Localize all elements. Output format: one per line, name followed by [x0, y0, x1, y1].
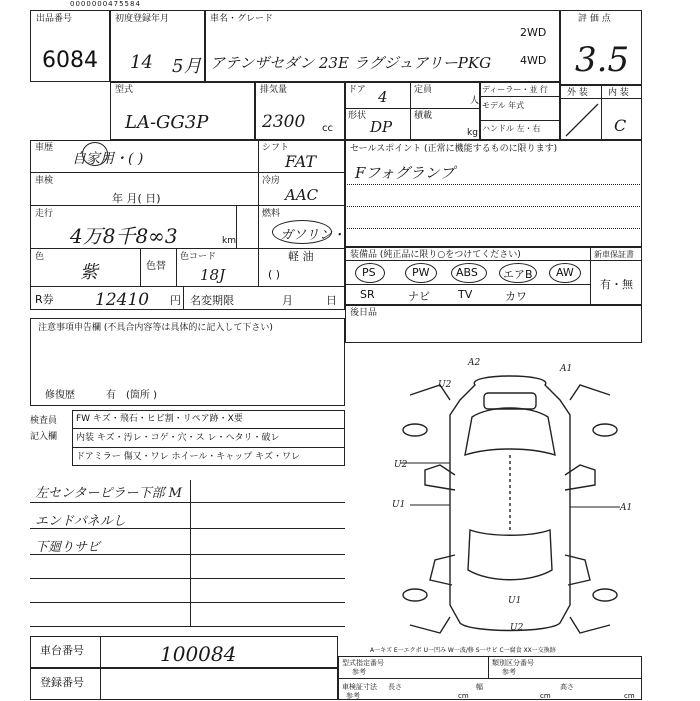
- lot-number: 6084: [42, 48, 98, 73]
- yen-unit: 円: [170, 294, 181, 307]
- month-label: 月: [282, 294, 293, 307]
- selling-points-value: Fフォグランプ: [355, 164, 455, 182]
- score-value: 3.5: [575, 40, 630, 80]
- color-code-label: 色コード: [180, 252, 217, 262]
- class-ref-sub: 参考: [502, 668, 516, 676]
- inspection-units: 年 月( 日): [112, 192, 161, 205]
- reg-label: 登録番号: [40, 676, 84, 689]
- model-ref-label: 型式指定番号: [342, 659, 384, 667]
- usage-label: 車歴: [35, 143, 54, 153]
- mark-u1-bottom: U1: [508, 596, 522, 606]
- displacement-value: 2300: [262, 112, 306, 132]
- check-row-1: FW キズ・飛石・ヒビ割・リペア跡・X要: [76, 414, 243, 424]
- model-year-label: モデル 年式: [482, 101, 525, 110]
- equip-abs: ABS: [456, 266, 478, 279]
- dims-ref: 参考: [346, 692, 360, 700]
- mark-a2: A2: [468, 358, 481, 368]
- mileage-value: 4万8千8∞3: [70, 224, 178, 248]
- equip-leather: カワ: [505, 290, 527, 303]
- aftermarket-label: 後日品: [350, 308, 378, 318]
- name-change-label: 名変期限: [190, 294, 234, 307]
- color-code-value: 18J: [200, 266, 226, 284]
- aftermarket-cell: [345, 305, 642, 343]
- cm-1: cm: [458, 692, 469, 700]
- length-label: 長さ: [388, 683, 402, 691]
- warranty-value: 有・無: [600, 278, 633, 291]
- inspection-label: 車検: [35, 176, 54, 186]
- first-reg-month: 5月: [172, 56, 202, 77]
- shape-label: 形状: [348, 111, 367, 121]
- lot-label: 出品番号: [36, 14, 73, 24]
- equip-ps: PS: [362, 266, 376, 279]
- chassis-label: 車台番号: [40, 644, 84, 657]
- shift-label: シフト: [262, 143, 290, 153]
- cc-unit: cc: [322, 123, 333, 134]
- aw-circle: [549, 263, 581, 283]
- color-value: 紫: [80, 262, 98, 283]
- drive-2wd: 2WD: [520, 26, 547, 39]
- ac-label: 冷房: [262, 176, 281, 186]
- first-reg-year: 14: [130, 52, 153, 73]
- inspector-note-1: 左センターピラー下部 M: [35, 486, 182, 501]
- repair-value: 有: [106, 390, 116, 401]
- r-label: R券: [35, 293, 54, 306]
- color-label: 色: [35, 252, 45, 262]
- car-name-label: 車名・グレード: [210, 14, 274, 24]
- mark-a1-top: A1: [560, 364, 573, 374]
- fuel-label: 燃料: [262, 209, 281, 219]
- chassis-value: 100084: [160, 642, 237, 666]
- selling-points-cell: [345, 140, 642, 247]
- drive-4wd: 4WD: [520, 54, 547, 67]
- class-ref-label: 類別区分番号: [492, 659, 534, 667]
- mark-a1-right: A1: [620, 503, 633, 513]
- km-unit: km: [222, 236, 236, 246]
- height-label: 高さ: [560, 683, 574, 691]
- mark-u2-bottom: U2: [510, 623, 524, 633]
- pw-circle: [405, 263, 437, 283]
- repair-label: 修復歴: [45, 390, 75, 401]
- score-label: 評 価 点: [578, 14, 611, 24]
- mark-u2-left: U2: [438, 380, 452, 390]
- ac-value: AAC: [285, 186, 319, 204]
- mileage-label: 走行: [35, 209, 54, 219]
- equip-tv: TV: [458, 288, 473, 301]
- fuel-value: ガソリン・: [280, 228, 346, 243]
- equipment-label: 装備品 (純正品に限り○をつけてください): [350, 250, 521, 260]
- notes-label: 注意事項申告欄 (不具合内容等は具体的に記入して下さい): [38, 323, 273, 333]
- interior-grade: C: [614, 116, 627, 135]
- cm-3: cm: [624, 692, 635, 700]
- damage-legend: A一キズ E一エクボ U一凹み W一波/修 S一サビ C一腐食 XX一交換跡: [370, 647, 556, 654]
- mark-u2-side: U2: [394, 460, 408, 470]
- inspector-note-2: エンドパネルし: [35, 514, 126, 529]
- exterior-label: 外 装: [567, 88, 588, 98]
- diesel-label: 軽 油: [288, 250, 314, 263]
- dims-label: 車検証寸法: [342, 683, 377, 691]
- model-value: LA-GG3P: [125, 112, 209, 133]
- abs-circle: [451, 263, 487, 283]
- equip-sr: SR: [360, 288, 375, 301]
- ps-circle: [355, 263, 385, 283]
- mark-u1-side: U1: [392, 500, 406, 510]
- door-value: 4: [378, 88, 388, 106]
- shift-value: FAT: [285, 152, 317, 171]
- handle-label: ハンドル 左・右: [482, 124, 541, 133]
- capacity-label: 定員: [414, 85, 433, 95]
- fuel-circle: [272, 220, 332, 244]
- model-ref-sub: 参考: [352, 668, 366, 676]
- equip-aw: AW: [556, 266, 574, 279]
- color-change-label: 色替: [146, 261, 166, 272]
- selling-points-label: セールスポイント (正常に機能するものに限ります): [350, 144, 558, 154]
- cm-2: cm: [540, 692, 551, 700]
- fuel-paren: ( ): [268, 268, 281, 281]
- check-row-3: ドアミラー 傷又・ワレ ホイール・キャップ キズ・ワレ: [76, 452, 300, 462]
- day-label: 日: [326, 294, 337, 307]
- width-label: 幅: [476, 683, 483, 691]
- usage-circle: [82, 142, 108, 166]
- usage-value: 自家用・( ): [72, 151, 144, 167]
- equip-pw: PW: [412, 266, 430, 279]
- exterior-slash: [560, 98, 601, 140]
- car-name: アテンザセダン 23E ラグジュアリーPKG: [210, 54, 492, 72]
- model-label: 型式: [115, 85, 134, 95]
- r-value: 12410: [95, 290, 150, 310]
- check-label-2: 記入欄: [30, 432, 58, 442]
- check-label-1: 検査員: [30, 416, 58, 426]
- first-reg-label: 初度登録年月: [115, 14, 170, 24]
- repair-place: (箇所 ): [126, 390, 157, 401]
- displacement-label: 排気量: [260, 85, 288, 95]
- load-label: 積載: [414, 111, 433, 121]
- top-fragment: 0000000475584: [70, 0, 141, 8]
- car-diagram: [380, 355, 642, 635]
- airbag-circle: [499, 263, 537, 283]
- equip-airbag: エアB: [503, 268, 533, 281]
- person-unit: 人: [470, 96, 480, 106]
- warranty-label: 新車保証書: [594, 250, 634, 259]
- door-label: ドア: [348, 85, 366, 95]
- check-row-2: 内装 キズ・汚レ・コゲ・穴・ス レ・ヘタリ・破レ: [76, 433, 280, 443]
- inspector-note-3: 下廻りサビ: [35, 540, 101, 555]
- equip-navi: ナビ: [408, 290, 430, 303]
- shape-value: DP: [370, 118, 393, 136]
- kg-unit: kg: [467, 128, 478, 138]
- dealer-label: ディーラー・並 行: [482, 85, 548, 94]
- interior-label: 内 装: [608, 88, 629, 98]
